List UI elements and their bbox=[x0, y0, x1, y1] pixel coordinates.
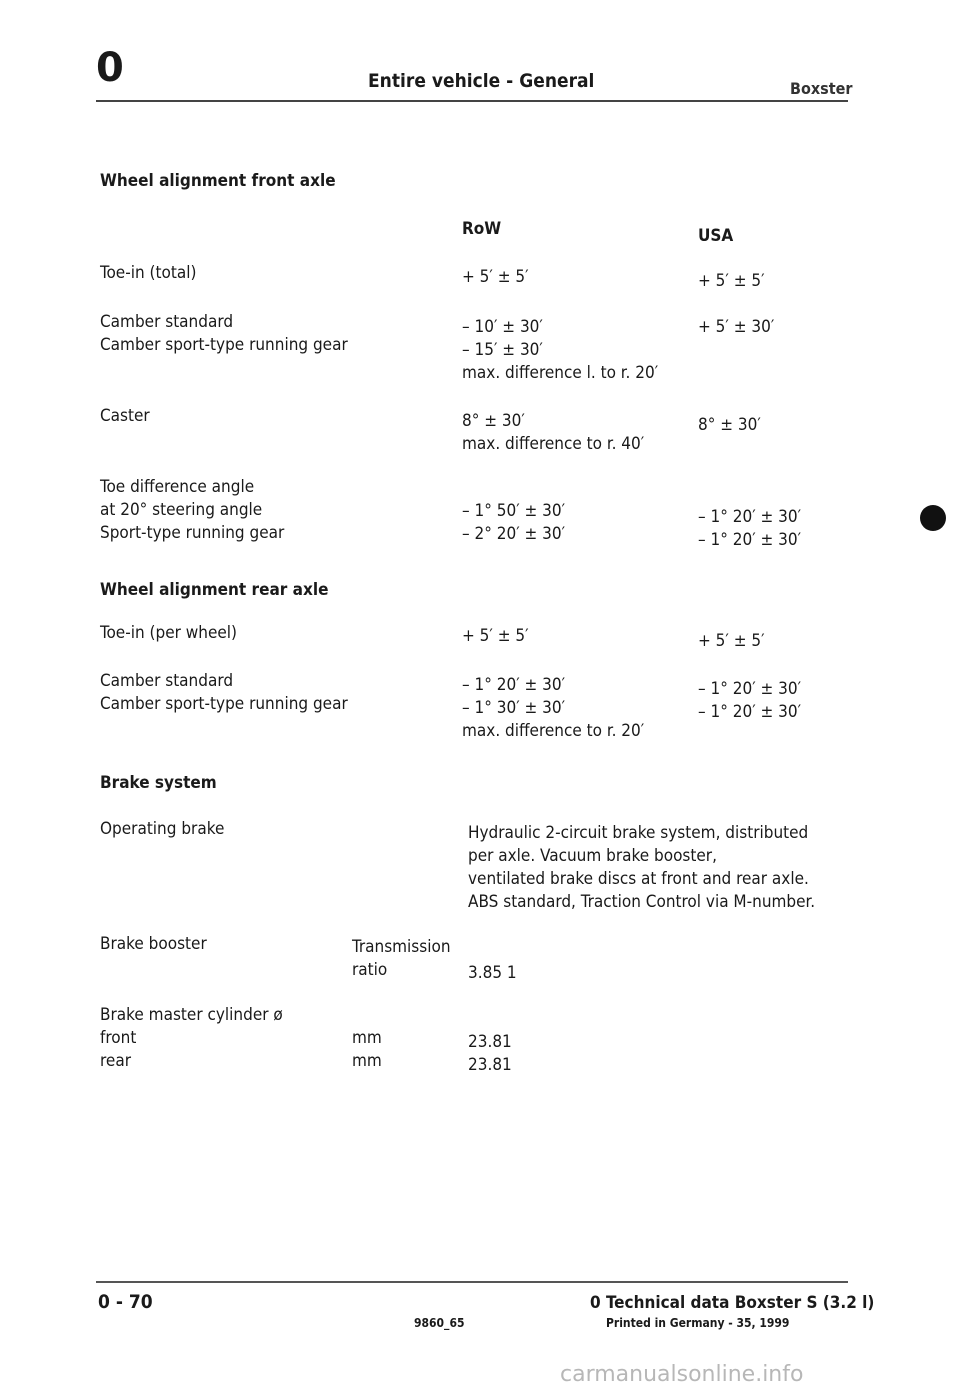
master-cylinder-rear-label: rear bbox=[100, 1051, 131, 1071]
chapter-tab-marker bbox=[920, 505, 946, 531]
footer-rule bbox=[96, 1281, 848, 1283]
ratio-label: ratio bbox=[352, 960, 388, 980]
camber-rear-row-values bbox=[462, 674, 644, 743]
master-cylinder-values bbox=[468, 1031, 512, 1077]
footer-printed: Printed in Germany - 35, 1999 bbox=[606, 1316, 790, 1330]
camber-sport-row-value: – 15′ ± 30′ bbox=[462, 340, 543, 360]
camber-front-labels bbox=[100, 311, 348, 357]
column-header-row: RoW bbox=[462, 219, 502, 239]
camber-rear-standard-usa-value: – 1° 20′ ± 30′ bbox=[698, 679, 802, 699]
header-model: Boxster bbox=[790, 79, 853, 98]
camber-rear-row-note: max. difference to r. 20′ bbox=[462, 721, 645, 741]
camber-rear-standard-label: Camber standard bbox=[100, 671, 234, 691]
toe-difference-sport-row-value: – 2° 20′ ± 30′ bbox=[462, 524, 566, 544]
caster-label: Caster bbox=[100, 406, 150, 426]
toe-difference-usa-values bbox=[698, 506, 801, 552]
camber-rear-sport-row-value: – 1° 30′ ± 30′ bbox=[462, 698, 566, 718]
toe-difference-row-value: – 1° 50′ ± 30′ bbox=[462, 501, 566, 521]
brake-booster-label: Brake booster bbox=[100, 934, 207, 954]
toe-in-total-label: Toe-in (total) bbox=[100, 263, 197, 283]
camber-rear-usa-values bbox=[698, 678, 801, 724]
column-header-usa: USA bbox=[698, 226, 734, 246]
brake-booster-ratio-value: 3.85 1 bbox=[468, 963, 517, 983]
operating-brake-line: ABS standard, Traction Control via M-number. bbox=[468, 892, 816, 912]
toe-in-wheel-row-value: + 5′ ± 5′ bbox=[462, 626, 529, 646]
operating-brake-description bbox=[468, 822, 815, 914]
master-cylinder-rear-unit: mm bbox=[352, 1051, 382, 1071]
camber-standard-row-value: – 10′ ± 30′ bbox=[462, 317, 543, 337]
watermark: carmanualsonline.info bbox=[560, 1362, 804, 1387]
toe-difference-labels bbox=[100, 476, 284, 545]
camber-rear-sport-usa-value: – 1° 20′ ± 30′ bbox=[698, 702, 802, 722]
header-title: Entire vehicle - General bbox=[368, 70, 595, 92]
toe-difference-sport-usa-value: – 1° 20′ ± 30′ bbox=[698, 530, 802, 550]
master-cylinder-front-value: 23.81 bbox=[468, 1032, 512, 1052]
caster-row-values bbox=[462, 410, 644, 456]
page-number: 0 - 70 bbox=[98, 1291, 153, 1313]
footer-code: 9860_65 bbox=[414, 1316, 465, 1330]
header-rule bbox=[96, 100, 848, 102]
toe-difference-label: Toe difference angle bbox=[100, 477, 255, 497]
operating-brake-label: Operating brake bbox=[100, 819, 225, 839]
operating-brake-line: ventilated brake discs at front and rear axle. bbox=[468, 869, 809, 889]
brake-booster-params bbox=[352, 936, 451, 982]
camber-front-usa-value: + 5′ ± 30′ bbox=[698, 317, 775, 337]
master-cylinder-rear-value: 23.81 bbox=[468, 1055, 512, 1075]
camber-rear-sport-label: Camber sport-type running gear bbox=[100, 694, 348, 714]
steering-angle-label: at 20° steering angle bbox=[100, 500, 263, 520]
camber-front-row-values bbox=[462, 316, 658, 385]
toe-difference-usa-value: – 1° 20′ ± 30′ bbox=[698, 507, 802, 527]
caster-row-value: 8° ± 30′ bbox=[462, 411, 525, 431]
sport-gear-label: Sport-type running gear bbox=[100, 523, 285, 543]
camber-rear-labels bbox=[100, 670, 348, 716]
master-cylinder-labels bbox=[100, 1004, 283, 1073]
front-axle-heading: Wheel alignment front axle bbox=[100, 171, 336, 191]
rear-axle-heading: Wheel alignment rear axle bbox=[100, 580, 329, 600]
master-cylinder-front-label: front bbox=[100, 1028, 137, 1048]
camber-row-note: max. difference l. to r. 20′ bbox=[462, 363, 659, 383]
transmission-label: Transmission bbox=[352, 937, 451, 957]
section-number: 0 bbox=[96, 45, 124, 91]
toe-in-total-row-value: + 5′ ± 5′ bbox=[462, 267, 529, 287]
caster-row-note: max. difference to r. 40′ bbox=[462, 434, 645, 454]
caster-usa-value: 8° ± 30′ bbox=[698, 415, 761, 435]
toe-in-total-usa-value: + 5′ ± 5′ bbox=[698, 271, 765, 291]
master-cylinder-units bbox=[352, 1027, 382, 1073]
master-cylinder-label: Brake master cylinder ø bbox=[100, 1005, 283, 1025]
toe-difference-row-values bbox=[462, 500, 565, 546]
toe-in-wheel-usa-value: + 5′ ± 5′ bbox=[698, 631, 765, 651]
master-cylinder-front-unit: mm bbox=[352, 1028, 382, 1048]
operating-brake-line: per axle. Vacuum brake booster, bbox=[468, 846, 717, 866]
operating-brake-line: Hydraulic 2-circuit brake system, distributed bbox=[468, 823, 809, 843]
camber-standard-label: Camber standard bbox=[100, 312, 234, 332]
footer-title: 0 Technical data Boxster S (3.2 l) bbox=[590, 1293, 875, 1313]
camber-sport-label: Camber sport-type running gear bbox=[100, 335, 348, 355]
toe-in-wheel-label: Toe-in (per wheel) bbox=[100, 623, 238, 643]
brake-system-heading: Brake system bbox=[100, 773, 217, 793]
camber-rear-standard-row-value: – 1° 20′ ± 30′ bbox=[462, 675, 566, 695]
